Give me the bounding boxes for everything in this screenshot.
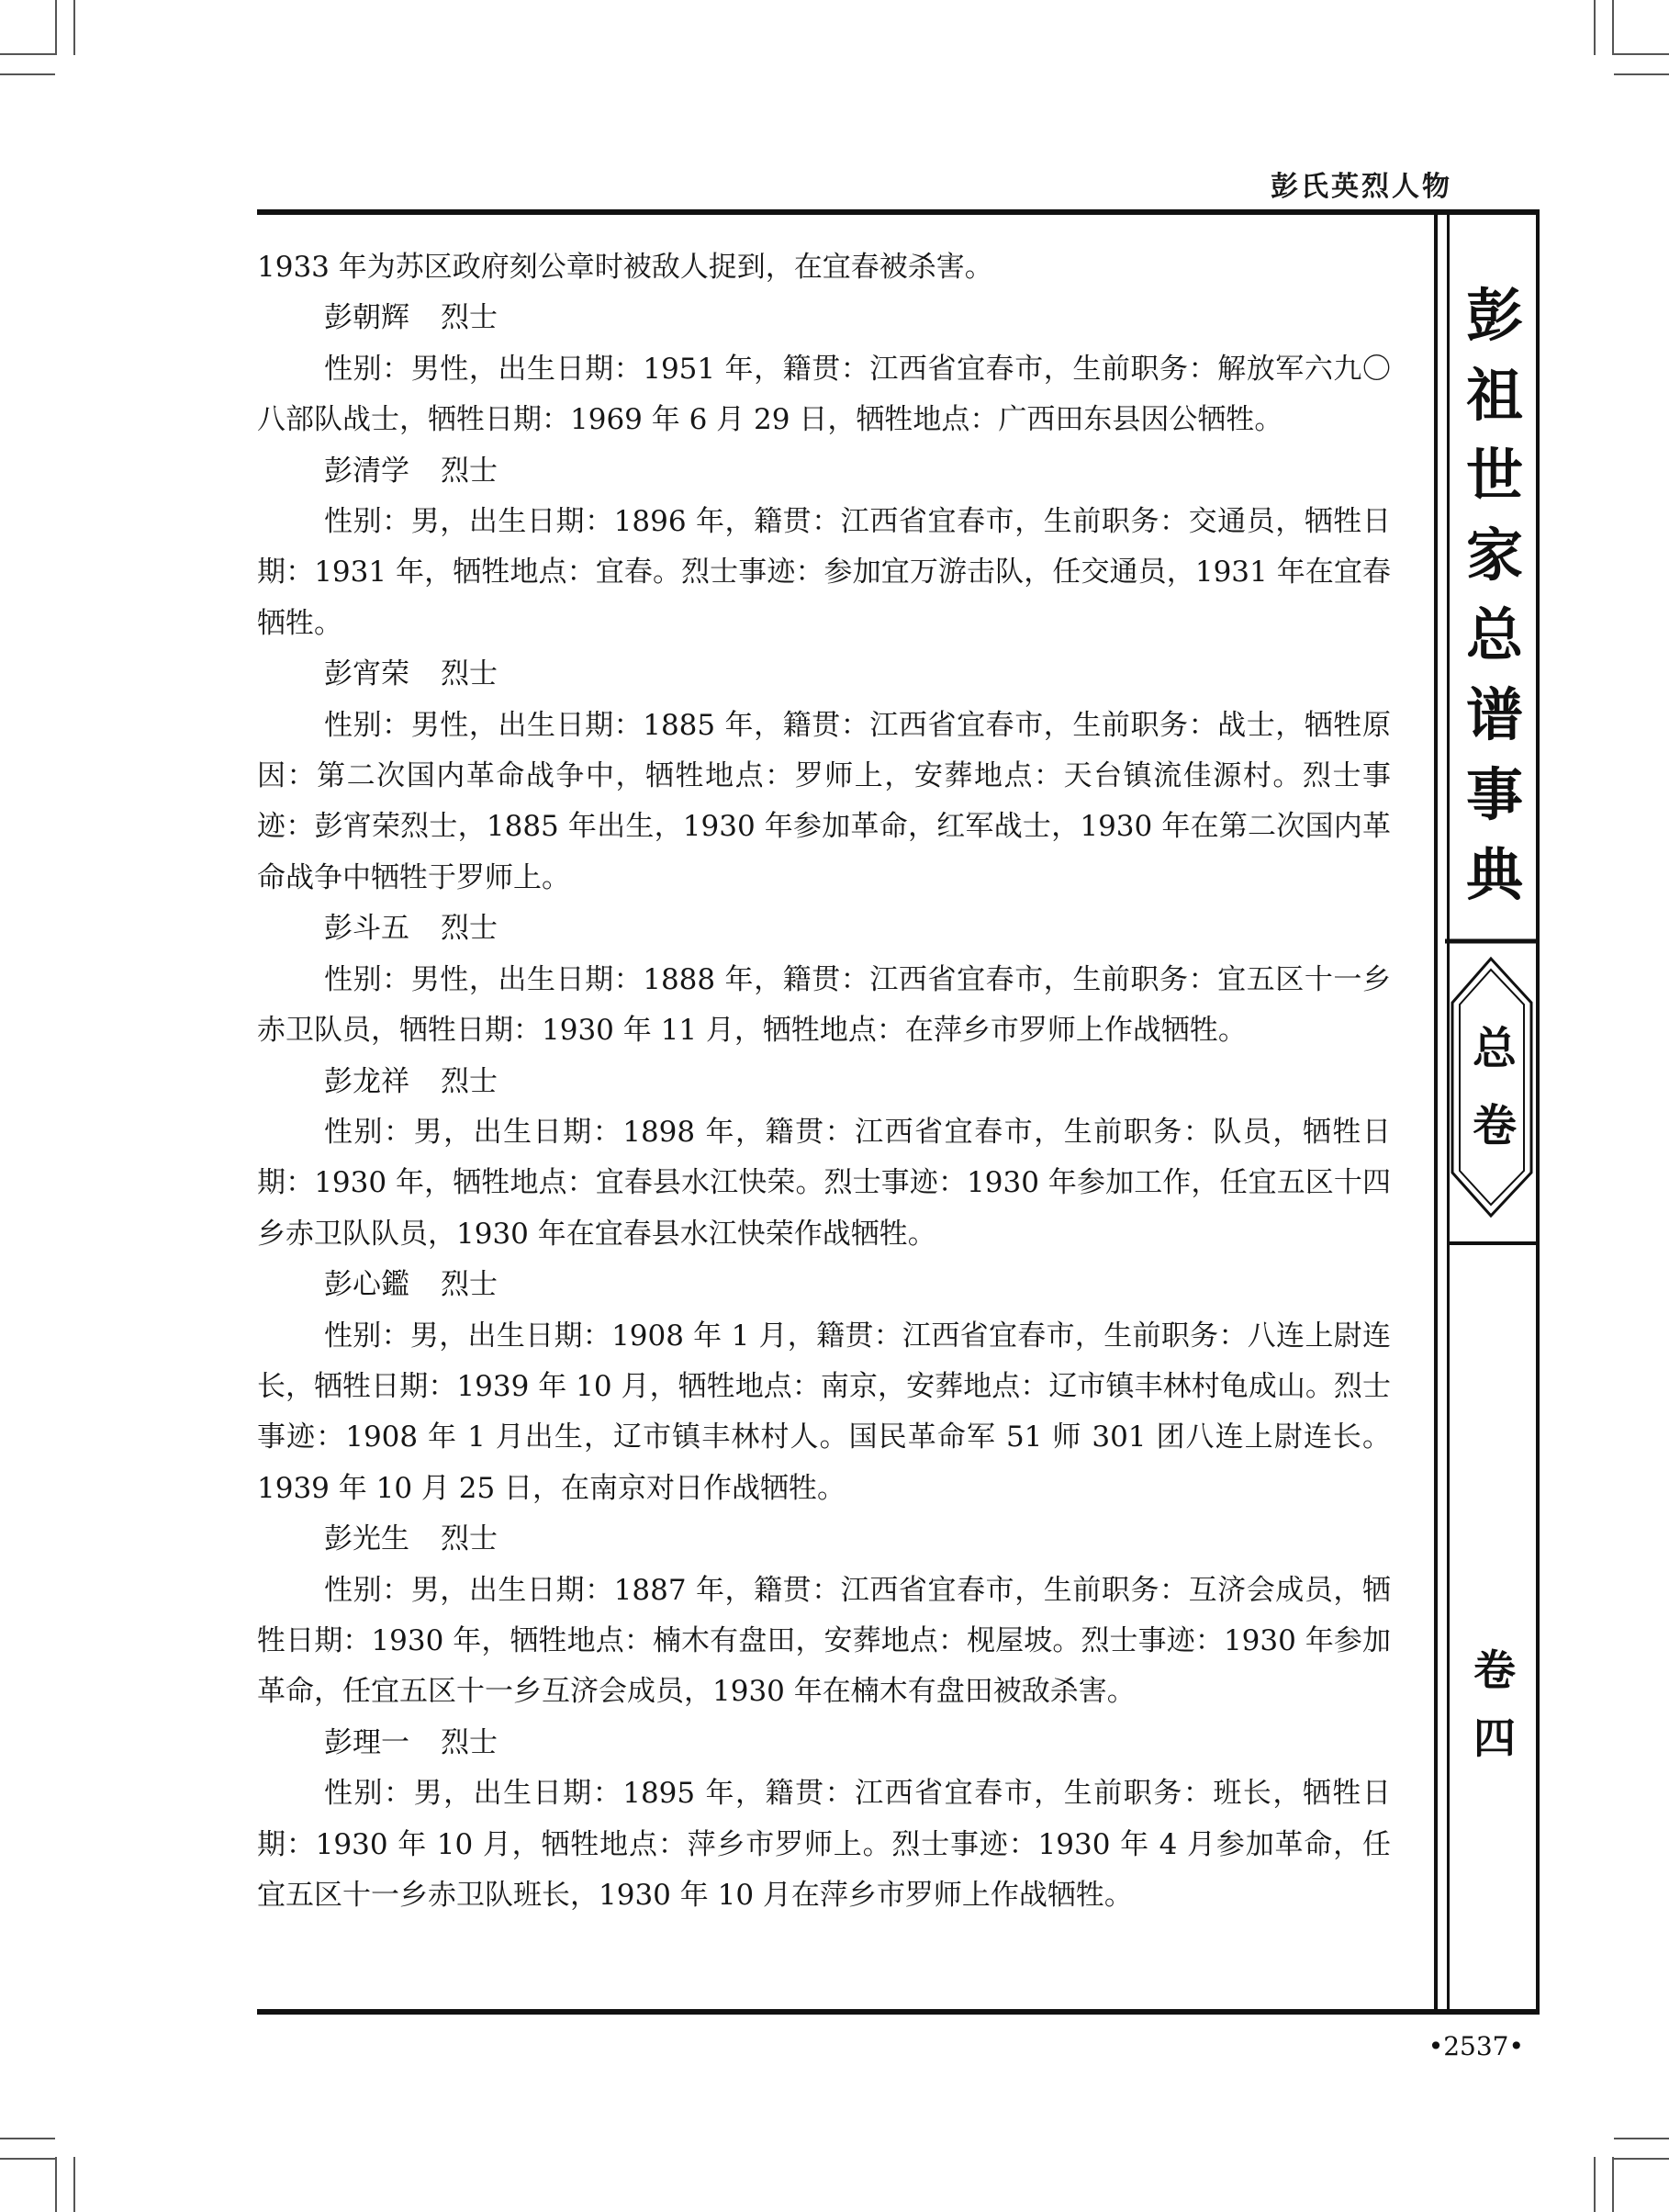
martyr-details: 性别：男性，出生日期：1951 年，籍贯：江西省宜春市，生前职务：解放军六九〇八部队战士，牺牲日期：1969 年 6 月 29 日，牺牲地点：广西田东县因公牺牲。 (257, 352, 1391, 437)
book-title-char: 总 (1465, 601, 1523, 668)
martyr-heading (257, 904, 1391, 954)
martyr-heading (257, 649, 1391, 700)
crop-mark (0, 2158, 55, 2160)
martyr-title: 烈士 (441, 454, 498, 488)
martyr-details: 性别：男，出生日期：1887 年，籍贯：江西省宜春市，生前职务：互济会成员，牺牲日期：1930 年，牺牲地点：楠木有盘田，安葬地点：枧屋坡。烈士事迹：1930 年参加革命，任宜五区十一乡互济会成员，1930 年在楠木有盘田被敌杀害。 (257, 1573, 1391, 1709)
crop-mark (1614, 2158, 1669, 2160)
crop-mark (1614, 73, 1669, 75)
main-text (257, 242, 1391, 1921)
book-title-vertical (1452, 275, 1537, 915)
martyr-title: 烈士 (441, 301, 498, 335)
book-title-char: 事 (1465, 761, 1523, 828)
book-title-char: 家 (1465, 522, 1523, 589)
martyr-heading (257, 293, 1391, 343)
crop-mark (1614, 53, 1669, 55)
martyr-title: 烈士 (441, 912, 498, 946)
volume-label-char: 卷 (1472, 1100, 1517, 1151)
top-rule (257, 209, 1540, 215)
martyr-name: 彭清学 (324, 454, 409, 488)
crop-mark (55, 0, 57, 55)
martyr-heading (257, 1057, 1391, 1107)
bottom-rule (257, 2009, 1540, 2015)
martyr-details: 性别：男，出生日期：1898 年，籍贯：江西省宜春市，生前职务：队员，牺牲日期：1930 年，牺牲地点：宜春县水江快荣。烈士事迹：1930 年参加工作，任宜五区十四乡赤卫队队员，1930 年在宜春县水江快荣作战牺牲。 (257, 1115, 1391, 1251)
crop-mark (1594, 2157, 1596, 2212)
section-title: 彭氏英烈人物 (1271, 171, 1452, 203)
crop-mark (0, 2138, 55, 2139)
book-title-char: 祖 (1465, 362, 1523, 429)
volume-label-char: 总 (1472, 1023, 1517, 1074)
martyr-name: 彭心鑑 (324, 1268, 409, 1302)
sidebar-divider (1450, 1241, 1540, 1245)
martyr-details: 性别：男，出生日期：1895 年，籍贯：江西省宜春市，生前职务：班长，牺牲日期：1930 年 10 月，牺牲地点：萍乡市罗师上。烈士事迹：1930 年 4 月参加革命，任宜五区十一乡赤卫队班长，1930 年 10 月在萍乡市罗师上作战牺牲。 (257, 1777, 1391, 1912)
book-title-char: 谱 (1465, 681, 1523, 748)
crop-mark (1594, 0, 1596, 55)
martyr-name: 彭龙祥 (324, 1064, 409, 1098)
martyr-heading (257, 1514, 1391, 1565)
crop-mark (1612, 0, 1614, 55)
martyr-name: 彭朝辉 (324, 301, 409, 335)
martyr-name: 彭理一 (324, 1725, 409, 1759)
martyr-name: 彭宵荣 (324, 657, 409, 691)
volume-number-char: 四 (1473, 1713, 1516, 1763)
martyr-name: 彭斗五 (324, 912, 409, 946)
martyr-details: 性别：男性，出生日期：1885 年，籍贯：江西省宜春市，生前职务：战士，牺牲原因：第二次国内革命战争中，牺牲地点：罗师上，安葬地点：天台镇流佳源村。烈士事迹：彭宵荣烈士，1885 年出生，1930 年参加革命，红军战士，1930 年在第二次国内革命战争中牺牲于罗师上。 (257, 708, 1391, 894)
martyr-title: 烈士 (441, 1268, 498, 1302)
martyr-heading (257, 446, 1391, 497)
martyr-details: 性别：男，出生日期：1908 年 1 月，籍贯：江西省宜春市，生前职务：八连上尉连长，牺牲日期：1939 年 10 月，牺牲地点：南京，安葬地点：辽市镇丰林村龟成山。烈士事迹：1908 年 1 月出生，辽市镇丰林村人。国民革命军 51 师 301 团八连上尉连长。1939 年 10 月 25 日，在南京对日作战牺牲。 (257, 1319, 1391, 1505)
martyr-heading (257, 1260, 1391, 1310)
crop-mark (1612, 2157, 1614, 2212)
page-number: •2537• (1428, 2031, 1524, 2061)
book-title-char: 典 (1465, 841, 1523, 908)
crop-mark (0, 73, 55, 75)
crop-mark (1614, 2138, 1669, 2139)
intro-paragraph: 1933 年为苏区政府刻公章时被敌人捉到，在宜春被杀害。 (257, 251, 993, 284)
martyr-details: 性别：男性，出生日期：1888 年，籍贯：江西省宜春市，生前职务：宜五区十一乡赤卫队员，牺牲日期：1930 年 11 月，牺牲地点：在萍乡市罗师上作战牺牲。 (257, 962, 1391, 1048)
volume-number-vertical (1452, 1636, 1537, 1772)
volume-number-char: 卷 (1473, 1645, 1516, 1695)
martyr-title: 烈士 (441, 657, 498, 691)
martyr-name: 彭光生 (324, 1522, 409, 1556)
crop-mark (55, 2157, 57, 2212)
martyr-title: 烈士 (441, 1522, 498, 1556)
martyr-details: 性别：男，出生日期：1896 年，籍贯：江西省宜春市，生前职务：交通员，牺牲日期：1931 年，牺牲地点：宜春。烈士事迹：参加宜万游击队，任交通员，1931 年在宜春牺牲。 (257, 505, 1391, 640)
crop-mark (73, 2157, 75, 2212)
volume-label-vertical (1452, 1010, 1537, 1164)
crop-mark (0, 53, 55, 55)
crop-mark (73, 0, 75, 55)
martyr-title: 烈士 (441, 1064, 498, 1098)
book-title-char: 世 (1465, 442, 1523, 509)
martyr-heading (257, 1718, 1391, 1768)
martyr-title: 烈士 (441, 1725, 498, 1759)
book-title-char: 彭 (1465, 282, 1523, 349)
